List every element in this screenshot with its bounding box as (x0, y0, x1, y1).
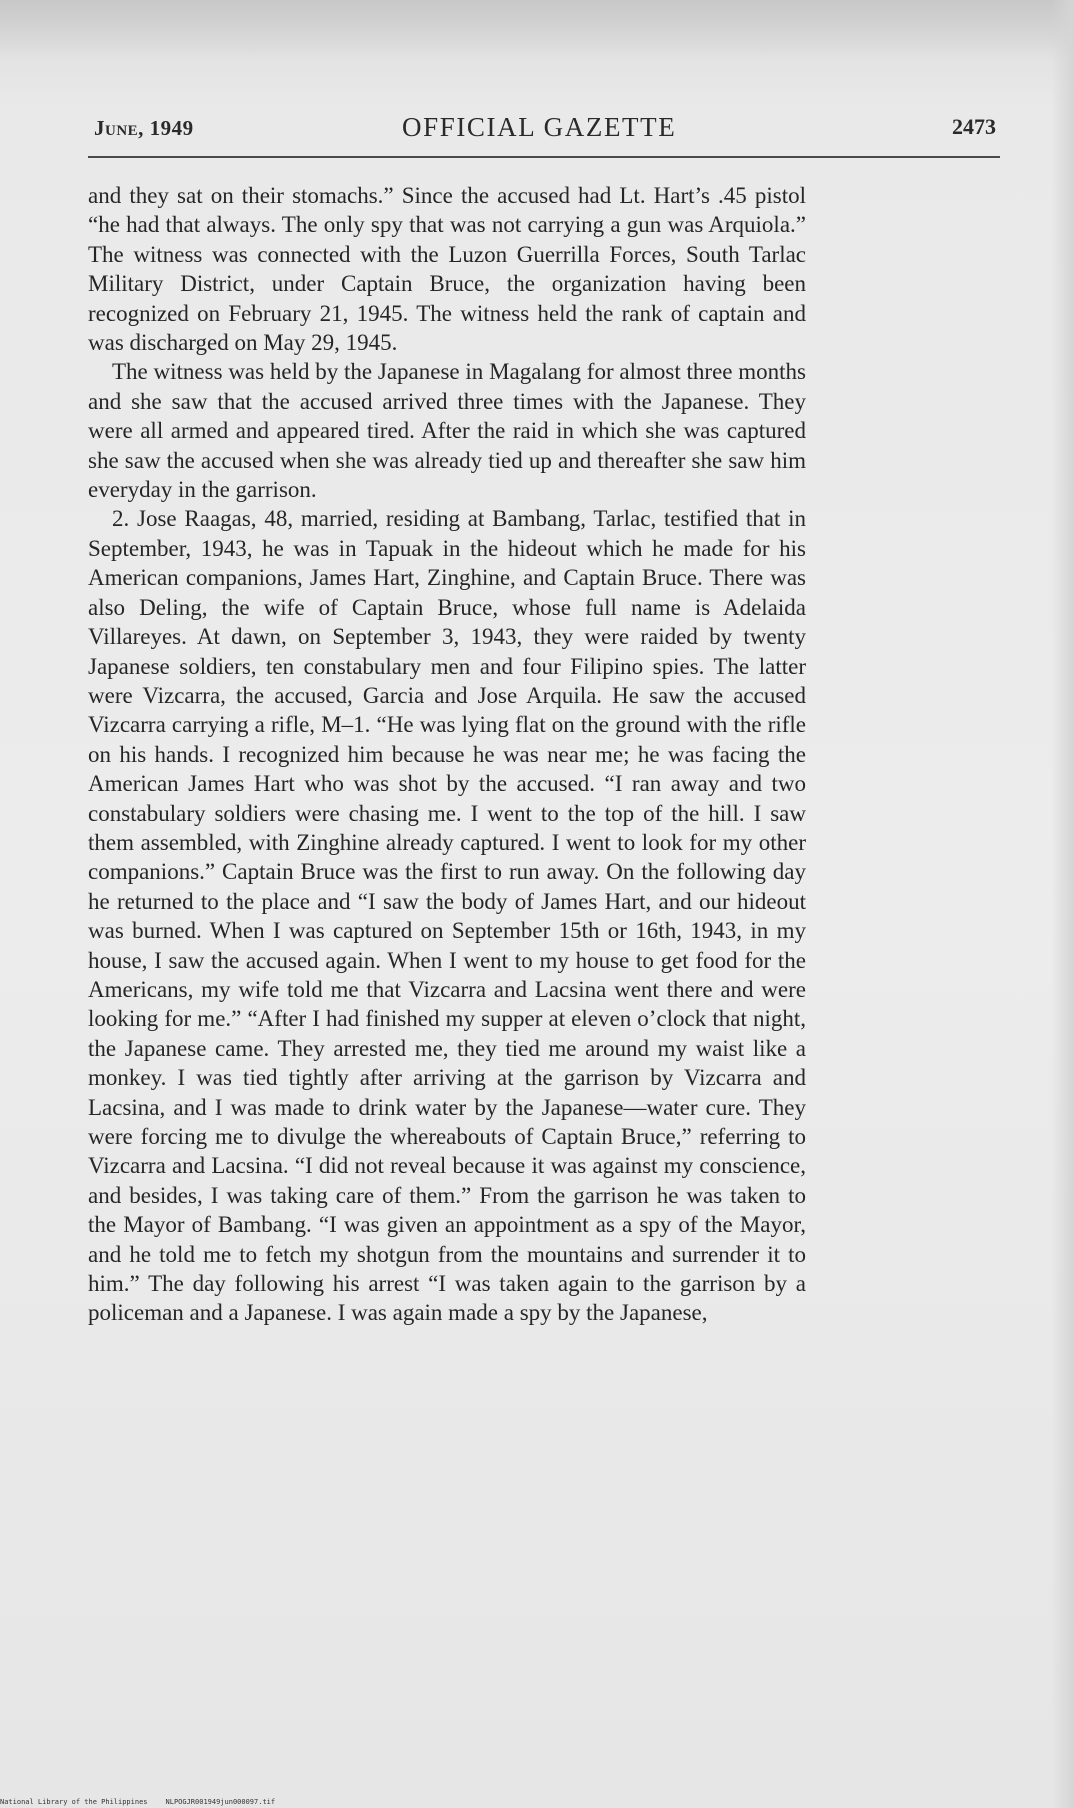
footer-library: National Library of the Philippines (0, 1798, 148, 1806)
paragraph-witness-held: The witness was held by the Japanese in Magalang for almost three months and she saw that the accused arrived three times with the Japanese. They were all armed and appeared tired. After the raid in which she was captured she saw the accused when she was already tied up and thereafter she saw him everyday in the garrison. (88, 359, 806, 503)
header-page-number: 2473 (952, 114, 996, 139)
page-edge-shadow (1051, 0, 1073, 1808)
scan-footer (0, 1798, 275, 1806)
footer-file: NLPOGJR001949jun000097.tif (165, 1798, 276, 1806)
page-header (94, 112, 998, 152)
paragraph-continuation: and they sat on their stomachs.” Since the accused had Lt. Hart’s .45 pistol “he had that always. The only spy that was not carrying a gun was Arquiola.” The witness was connected with the Luzon Guerrilla Forces, South Tarlac Military District, under Captain Bruce, the organization having been recognized on February 21, 1945. The witness held the rank of captain and was discharged on May 29, 1945. (88, 183, 806, 356)
header-rule (88, 156, 1000, 158)
header-date: June, 1949 (94, 116, 194, 140)
article-body (88, 181, 806, 1328)
paragraph-jose-raagas: 2. Jose Raagas, 48, married, residing at Bambang, Tarlac, testified that in September, 1943, he was in Tapuak in the hideout which he made for his American companions, James Hart, Zinghine, and Captain Bruce. There was also Deling, the wife of Captain Bruce, whose full name is Adelaida Villareyes. At dawn, on September 3, 1943, they were raided by twenty Japanese soldiers, ten constabulary men and four Filipino spies. The latter were Vizcarra, the accused, Garcia and Jose Arquila. He saw the accused Vizcarra carrying a rifle, M–1. “He was lying flat on the ground with the rifle on his hands. I recognized him because he was near me; he was facing the American James Hart who was shot by the accused. “I ran away and two constabulary soldiers were chasing me. I went to the top of the hill. I saw them assembled, with Zinghine already captured. I went to look for my other companions.” Captain Bruce was the first to run away. On the following day he returned to the place and “I saw the body of James Hart, and our hideout was burned. When I was captured on September 15th or 16th, 1943, in my house, I saw the accused again. When I went to my house to get food for the Americans, my wife told me that Vizcarra and Lacsina went there and were looking for me.” “After I had finished my supper at eleven o’clock that night, the Japanese came. They arrested me, they tied me around my waist like a monkey. I was tied tightly after arriving at the garrison by Vizcarra and Lacsina, and I was made to drink water by the Japanese—water cure. They were forcing me to divulge the whereabouts of Captain Bruce,” referring to Vizcarra and Lacsina. “I did not reveal because it was against my conscience, and besides, I was taking care of them.” From the garrison he was taken to the Mayor of Bambang. “I was given an appointment as a spy of the Mayor, and he told me to fetch my shotgun from the mountains and surrender it to him.” The day following his arrest “I was taken again to the garrison by a policeman and a Japanese. I was again made a spy by the Japanese, (88, 506, 806, 1326)
header-title: OFFICIAL GAZETTE (402, 112, 677, 142)
